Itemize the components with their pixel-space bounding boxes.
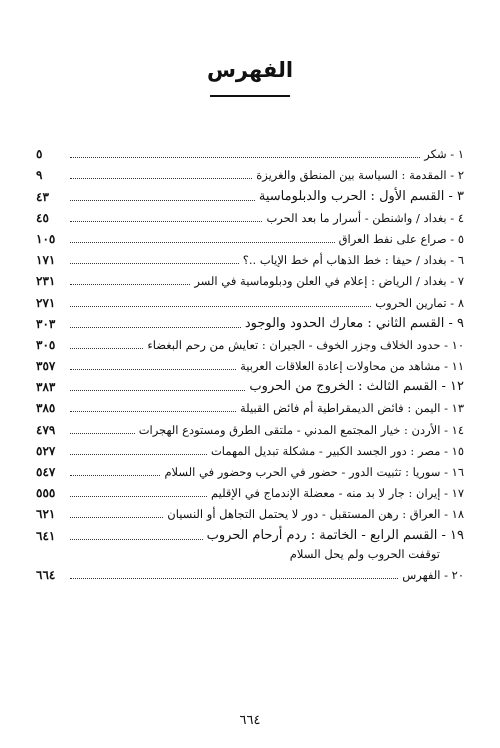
toc-entry	[36, 310, 464, 331]
dot-leader	[70, 539, 203, 540]
toc-entry-page-number: ٣٠٣	[36, 316, 56, 331]
dot-leader	[70, 517, 163, 518]
toc-entry-title: ١٣ - اليمن : فائض الديمقراطية أم فائض القبيلة	[240, 401, 464, 416]
toc-entry	[36, 415, 464, 436]
dot-leader	[70, 221, 262, 222]
toc-entry-page-number: ٦٦٤	[36, 567, 56, 582]
page-title: الفهرس	[206, 58, 294, 82]
toc-entry	[36, 458, 464, 479]
toc-entry-title: ٧ - بغداد / الرياض : إعلام في العلن ودبلوماسية في السر	[194, 274, 464, 289]
dot-leader	[70, 284, 190, 285]
dot-leader	[70, 348, 143, 349]
toc-entry-page-number: ٥٤٧	[36, 465, 56, 479]
dot-leader	[70, 433, 135, 434]
toc-entry-title: ١٨ - العراق : رهن المستقبل - دور لا يحتمل التجاهل أو النسيان	[167, 507, 464, 522]
toc-entry	[36, 500, 464, 521]
toc-entry-page-number: ٤٧٩	[36, 422, 56, 437]
toc-entry-title: ٢ - المقدمة : السياسة بين المنطق والغريزة	[256, 168, 464, 183]
dot-leader	[70, 411, 236, 412]
toc-entry-title: ٩ - القسم الثاني : معارك الحدود والوجود	[244, 315, 464, 331]
toc-entry-title: ١١ - مشاهد من محاولات إعادة العلاقات العربية	[240, 359, 464, 374]
dot-leader	[70, 327, 241, 328]
toc-entry-page-number: ٥	[36, 147, 43, 162]
toc-entry-title: ٣ - القسم الأول : الحرب والدبلوماسية	[258, 188, 464, 204]
dot-leader	[70, 306, 371, 307]
toc-entry	[36, 479, 464, 500]
toc-entry-page-number: ٢٣١	[36, 274, 56, 289]
toc-entry	[36, 543, 464, 561]
page-number-footer: ٦٦٤	[239, 713, 261, 728]
toc-entry-page-number: ١٧١	[36, 253, 56, 268]
dot-leader	[70, 390, 245, 391]
dot-leader	[70, 475, 160, 476]
toc-entry	[36, 267, 464, 288]
dot-leader	[70, 200, 255, 201]
toc-entry-title: ١٤ - الأردن : خيار المجتمع المدني - ملتقى الطرق ومستودع الهجرات	[138, 422, 464, 437]
toc-entry-title: ٤ - بغداد / واشنطن - أسرار ما بعد الحرب	[266, 210, 464, 225]
toc-entry	[36, 225, 464, 246]
toc-entry	[36, 373, 464, 394]
toc-entry-title: ٢٠ - الفهرس	[402, 567, 464, 582]
toc-entry-title: ٨ - تمارين الحروب	[375, 295, 464, 310]
toc-entry-title: ١٠ - حدود الخلاف وجزر الخوف - الجيران : تعايش من رحم البغضاء	[147, 337, 464, 352]
toc-entry-page-number: ٩	[36, 168, 43, 183]
toc-entry-title: توقفت الحروب ولم يحل السلام	[289, 546, 440, 561]
dot-leader	[70, 263, 239, 264]
toc-entry	[36, 288, 464, 309]
toc-entry-page-number: ٥٥٥	[36, 486, 56, 501]
dot-leader	[70, 369, 236, 370]
dot-leader	[70, 178, 252, 179]
dot-leader	[70, 454, 207, 455]
toc-entry-page-number: ٤٣	[36, 189, 49, 204]
toc-entry-page-number: ٣٨٣	[36, 380, 56, 395]
toc-entry	[36, 521, 464, 542]
toc-entry-title: ٦ - بغداد / حيفا : خط الذهاب أم خط الإياب ..؟	[242, 253, 464, 268]
toc-entry	[36, 394, 464, 415]
toc-entry-page-number: ٢٧١	[36, 295, 56, 310]
dot-leader	[70, 242, 335, 243]
toc-entry	[36, 140, 464, 161]
toc-entry	[36, 437, 464, 458]
dot-leader	[70, 496, 207, 497]
toc-entry	[36, 182, 464, 203]
toc-entry-title: ٥ - صراع على نفط العراق	[338, 231, 464, 246]
toc-entry	[36, 246, 464, 267]
toc-entry	[36, 561, 464, 582]
toc-entry	[36, 204, 464, 225]
toc-entry-title: ١٦ - سوريا : تثبيت الدور - حضور في الحرب وحضور في السلام	[164, 465, 464, 479]
table-of-contents	[36, 140, 464, 582]
toc-entry-title: ١٢ - القسم الثالث : الخروج من الحروب	[249, 379, 464, 395]
toc-entry-title: ١ - شكر	[424, 147, 464, 162]
toc-entry-page-number: ٤٥	[36, 210, 49, 225]
toc-entry	[36, 331, 464, 352]
toc-entry	[36, 161, 464, 182]
toc-entry-title: ١٩ - القسم الرابع - الخاتمة : ردم أرحام الحروب	[206, 527, 464, 543]
toc-entry	[36, 352, 464, 373]
toc-entry-page-number: ٣٥٧	[36, 359, 56, 374]
toc-entry-page-number: ٦٤١	[36, 528, 56, 543]
toc-entry-page-number: ٥٢٧	[36, 443, 56, 458]
toc-entry-title: ١٧ - إيران : جار لا بد منه - معضلة الإندماج في الإقليم	[210, 486, 464, 501]
toc-entry-page-number: ٣٠٥	[36, 337, 56, 352]
dot-leader	[70, 157, 420, 158]
toc-entry-page-number: ٣٨٥	[36, 401, 56, 416]
dot-leader	[70, 578, 398, 579]
toc-entry-page-number: ٦٢١	[36, 507, 56, 522]
title-underline	[210, 95, 290, 97]
toc-entry-page-number: ١٠٥	[36, 231, 56, 246]
toc-entry-title: ١٥ - مصر : دور الجسد الكبير - مشكلة تبديل المهمات	[210, 443, 464, 458]
